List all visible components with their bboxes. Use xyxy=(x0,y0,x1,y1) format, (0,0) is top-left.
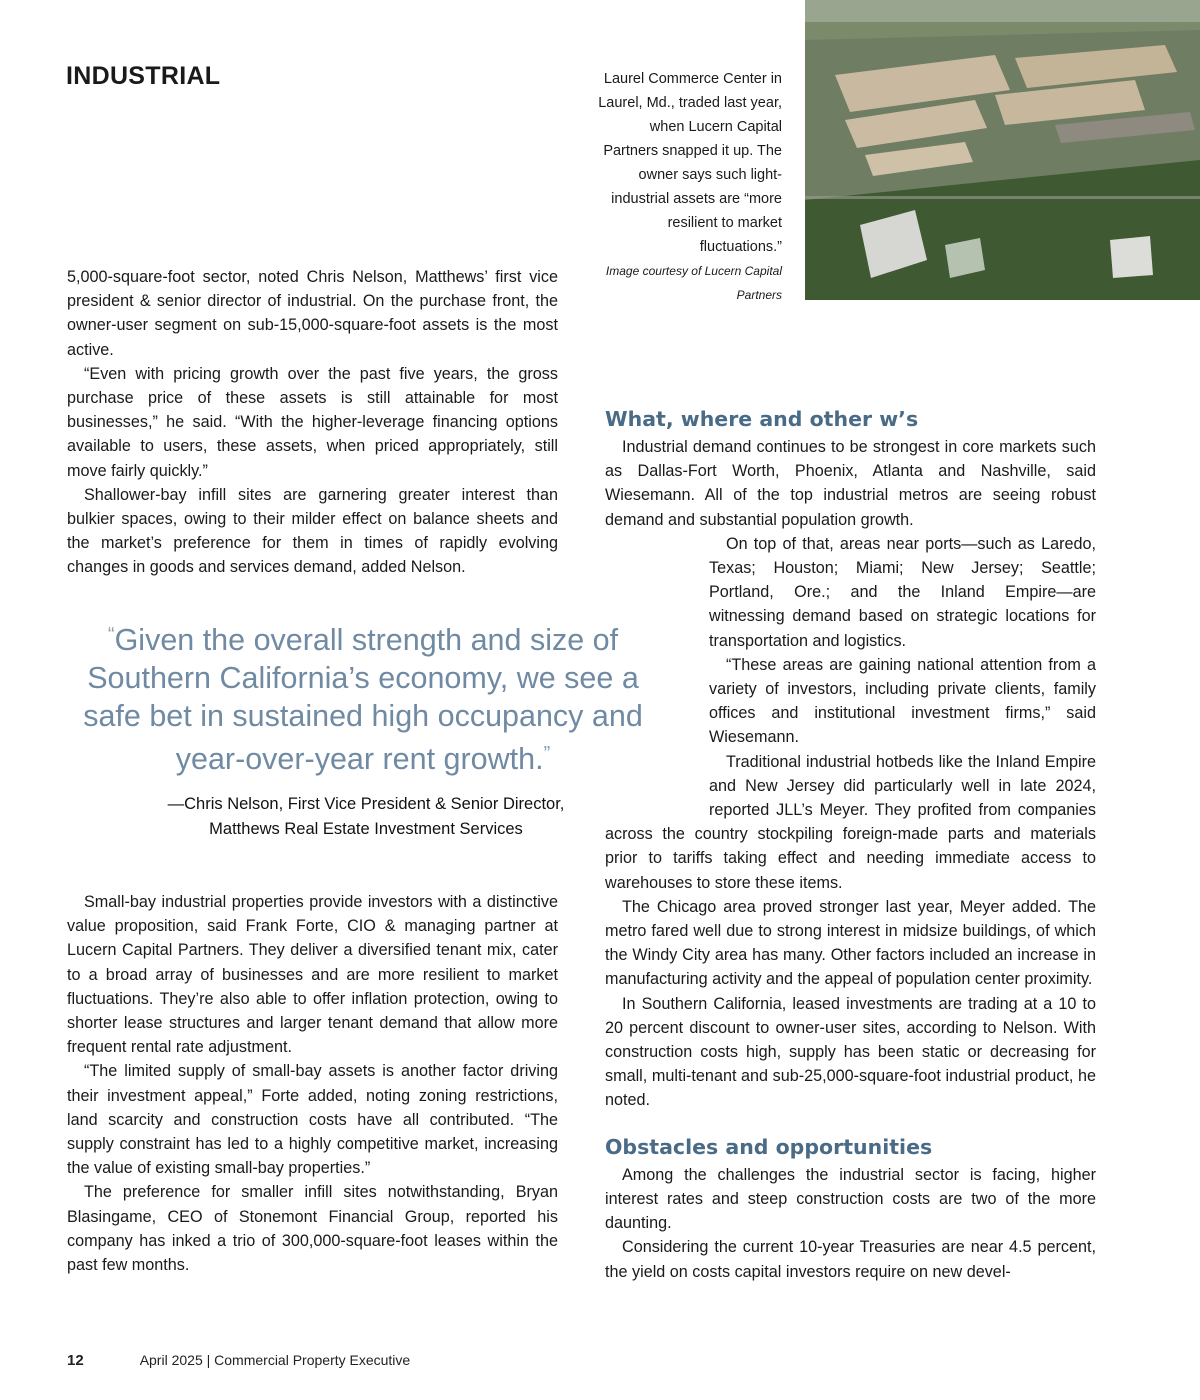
body-paragraph: Industrial demand continues to be strongest in core markets such as Dallas-Fort Worth, Phoenix, Atlanta and Nashville, said Wiesemann. All of the top industrial metros are seeing robust demand and substantial population growth. xyxy=(605,438,1096,529)
pull-quote xyxy=(60,616,666,778)
close-quote-mark: ” xyxy=(543,743,551,765)
body-paragraph: “Even with pricing growth over the past five years, the gross purchase price of these assets is still attainable for most businesses,” he said. “With the higher-leverage financing options available to users, these assets, when priced appropriately, still move fairly quickly.” xyxy=(67,364,558,480)
attribution-line: —Chris Nelson, First Vice President & Senior Director, xyxy=(167,795,565,813)
body-paragraph: The Chicago area proved stronger last year, Meyer added. The metro fared well due to strong interest in midsize buildings, of which the Windy City area has many. Other factors included an increase in manufacturing activity and the appeal of population center proximity. xyxy=(605,897,1096,989)
aerial-photo-laurel-commerce-center xyxy=(805,0,1200,300)
right-column xyxy=(605,405,1096,1284)
pull-quote-attribution xyxy=(120,792,612,842)
page-footer xyxy=(67,1352,410,1369)
section-label: INDUSTRIAL xyxy=(66,62,221,90)
body-paragraph: In Southern California, leased investments are trading at a 10 to 20 percent discount to owner-user sites, according to Nelson. With construction costs high, supply has been static or decreasing for small, multi-tenant and sub-25,000-square-foot industrial product, he noted. xyxy=(605,994,1096,1110)
publication-info: April 2025 | Commercial Property Executive xyxy=(139,1352,411,1368)
caption-text: Laurel Commerce Center in Laurel, Md., traded last year, when Lucern Capital Partners snapped it up. The owner says such light-industrial assets are “more resilient to market fluctuations.” xyxy=(598,71,782,255)
section-heading: Obstacles and opportunities xyxy=(605,1134,933,1159)
open-quote-mark: “ xyxy=(107,624,115,646)
aerial-photo-illustration xyxy=(805,0,1200,300)
photo-credit: Image courtesy of Lucern Capital Partners xyxy=(605,264,782,302)
photo-caption xyxy=(592,67,782,307)
body-paragraph: Traditional industrial hotbeds like the Inland Empire and New Jersey did particularly well in late 2024, reported JLL’s Meyer. They profited from companies across the country stockpiling foreign-made parts and materials prior to tariffs taking effect and needing immediate access to warehouses to store these items. xyxy=(605,752,1096,892)
page-number: 12 xyxy=(67,1352,84,1369)
body-paragraph: The preference for smaller infill sites notwithstanding, Bryan Blasingame, CEO of Stonemont Financial Group, reported his company has inked a trio of 300,000-square-foot leases within the past few months. xyxy=(67,1183,558,1275)
body-paragraph: “The limited supply of small-bay assets is another factor driving their investment appeal,” Forte added, noting zoning restrictions, land scarcity and construction costs have all contributed. “The supply constraint has led to a highly competitive market, increasing the value of existing small-bay properties.” xyxy=(67,1062,558,1178)
body-paragraph: 5,000-square-foot sector, noted Chris Nelson, Matthews’ first vice president & senior director of industrial. On the purchase front, the owner-user segment on sub-15,000-square-foot assets is the most active. xyxy=(67,268,558,359)
body-paragraph: On top of that, areas near ports—such as Laredo, Texas; Houston; Miami; New Jersey; Seattle; Portland, Ore.; and the Inland Empire—are witnessing demand based on strategic locations for transportation and logistics. xyxy=(709,534,1096,650)
body-paragraph: Considering the current 10-year Treasuries are near 4.5 percent, the yield on costs capital investors require on new devel- xyxy=(605,1238,1096,1281)
body-paragraph: Among the challenges the industrial sector is facing, higher interest rates and steep construction costs are two of the more daunting. xyxy=(605,1165,1096,1233)
left-column-bottom xyxy=(67,890,558,1277)
pull-quote-wrap-space xyxy=(605,532,709,820)
body-paragraph: “These areas are gaining national attention from a variety of investors, including private clients, family offices and institutional investment firms,” said Wiesemann. xyxy=(709,655,1096,747)
body-paragraph: Small-bay industrial properties provide investors with a distinctive value proposition, said Frank Forte, CIO & managing partner at Lucern Capital Partners. They deliver a diversified tenant mix, cater to a broad array of businesses and are more resilient to market fluctuations. They’re also able to offer inflation protection, owing to shorter lease structures and larger tenant demand that allow more frequent rental rate adjustment. xyxy=(67,893,558,1057)
attribution-line: Matthews Real Estate Investment Services xyxy=(209,820,523,838)
left-column-top xyxy=(67,265,558,580)
section-heading: What, where and other w’s xyxy=(605,407,919,431)
pull-quote-text: Given the overall strength and size of Southern California’s economy, we see a safe bet in sustained high occupancy and year-over-year rent growth. xyxy=(83,623,643,776)
body-paragraph: Shallower-bay infill sites are garnering greater interest than bulkier spaces, owing to their milder effect on balance sheets and the market’s preference for them in times of rapidly evolving changes in goods and services demand, added Nelson. xyxy=(67,485,558,577)
